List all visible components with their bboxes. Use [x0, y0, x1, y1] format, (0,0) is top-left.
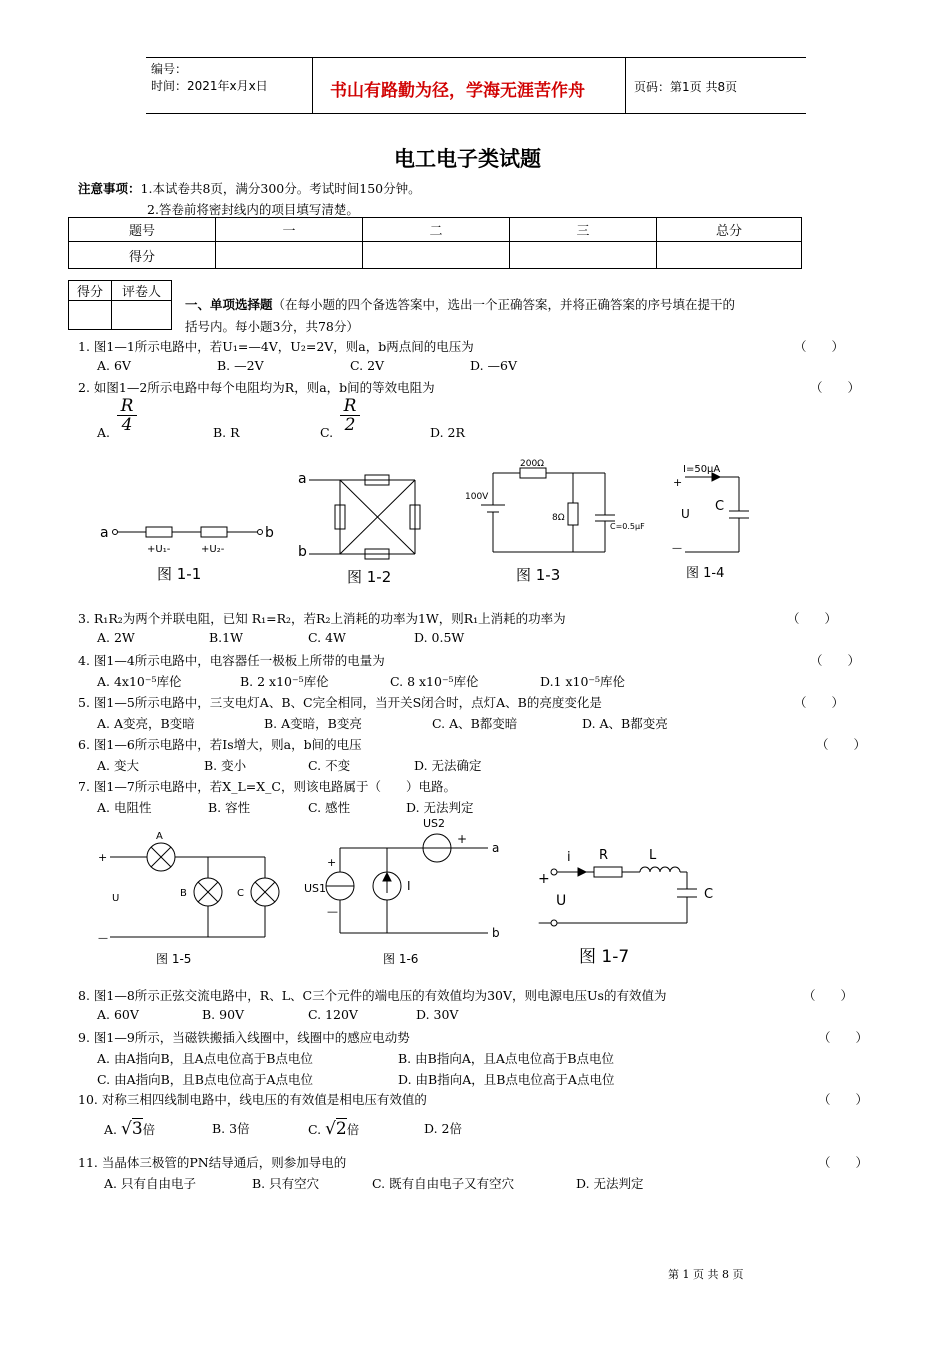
option-c[interactable]: C. 感性 [308, 800, 351, 815]
question-10: 10. 对称三相四线制电路中，线电压的有效值是相电压有效值的 [78, 1092, 427, 1107]
fig17-label-minus: — [538, 915, 552, 931]
serial-label: 编号： [151, 62, 188, 76]
fig16-caption: 图 1-6 [383, 952, 419, 966]
grader-name-label: 评卷人 [112, 281, 172, 301]
score-input-cell[interactable] [657, 242, 802, 269]
notes-label: 注意事项： [78, 181, 141, 196]
option-c[interactable]: C. 由A指向B，且B点电位高于A点电位 [97, 1072, 313, 1087]
fig14-label-c: C [715, 499, 725, 514]
option-a-unit: 倍 [142, 1122, 156, 1137]
option-b[interactable]: B. 90V [202, 1007, 245, 1022]
fraction-r-over-4 [117, 397, 137, 434]
option-d[interactable]: D. 0.5W [414, 630, 465, 645]
option-a[interactable]: A. 变大 [97, 758, 139, 773]
question-11: 11. 当晶体三极管的PN结导通后，则参加导电的 [78, 1155, 347, 1170]
fig14-label-minus: — [672, 543, 682, 554]
option-d[interactable]: D. 30V [416, 1007, 459, 1022]
answer-bracket[interactable]: （ ） [818, 1155, 869, 1170]
fig17-label-l: L [649, 848, 657, 863]
option-b[interactable]: B.1W [209, 630, 243, 645]
option-a[interactable]: A. 60V [97, 1007, 139, 1022]
fig15-label-b: B [180, 888, 187, 899]
question-1: 1. 图1—1所示电路中，若U₁=—4V，U₂=2V，则a，b两点间的电压为 [78, 339, 474, 354]
score-input-cell[interactable] [363, 242, 510, 269]
fig14-caption: 图 1-4 [686, 566, 725, 581]
grader-score-label: 得分 [69, 281, 112, 301]
option-a[interactable]: A. 电阻性 [97, 800, 152, 815]
fig14-label-i: I=50μA [683, 464, 721, 475]
score-input-cell[interactable] [510, 242, 657, 269]
option-b[interactable]: B. 2 x10⁻⁵库伦 [240, 674, 329, 689]
figures-row-2 [90, 815, 730, 973]
fig17-label-u: U [556, 893, 567, 909]
fig13-label-v: 100V [465, 492, 489, 502]
option-d[interactable]: D. 无法确定 [414, 758, 482, 773]
answer-bracket[interactable]: （ ） [816, 737, 867, 752]
fig15-caption: 图 1-5 [156, 952, 192, 966]
fig12-label-b: b [298, 544, 307, 560]
page-footer: 第 1 页 共 8 页 [668, 1268, 744, 1281]
header-top-rule [146, 57, 806, 58]
figure-1-7-circuit [551, 867, 697, 926]
section1-desc: （在每小题的四个备选答案中，选出一个正确答案，并将正确答案的序号填在提干的 [272, 297, 736, 312]
option-a[interactable]: A. [97, 425, 111, 440]
option-c[interactable]: C. A、B都变暗 [432, 716, 518, 731]
fig14-label-plus: + [673, 476, 683, 489]
question-4: 4. 图1—4所示电路中，电容器任一极板上所带的电量为 [78, 653, 385, 668]
fig15-label-u: U [112, 893, 120, 904]
option-a[interactable]: A. 6V [97, 358, 131, 373]
fig11-label-u1: +U₁- [147, 544, 171, 555]
figures-row-1 [95, 455, 795, 590]
option-c[interactable]: C. [320, 425, 334, 440]
notes-line-2: 2.答卷前将密封线内的项目填写清楚。 [147, 202, 359, 217]
score-row-label: 得分 [69, 242, 216, 269]
answer-bracket[interactable]: （ ） [818, 1030, 869, 1045]
score-table [68, 217, 802, 269]
fig11-label-u2: +U₂- [201, 544, 225, 555]
answer-bracket[interactable]: （ ） [810, 653, 861, 668]
fig16-label-i: I [407, 879, 411, 893]
fig13-label-r2: 8Ω [552, 513, 565, 523]
score-header-cell: 三 [510, 218, 657, 242]
option-d[interactable]: D. 无法判定 [576, 1176, 644, 1191]
notes-line-1: 1.本试卷共8页，满分300分。考试时间150分钟。 [140, 181, 421, 196]
fig15-label-a: A [156, 831, 163, 842]
option-a[interactable]: A. 由A指向B，且A点电位高于B点电位 [97, 1051, 313, 1066]
option-c[interactable]: C. 2V [350, 358, 385, 373]
option-c[interactable]: C. 120V [308, 1007, 358, 1022]
fig17-label-c: C [704, 887, 714, 902]
option-c-letter: C. [308, 1122, 322, 1137]
sqrt-radicand: 3 [131, 1119, 143, 1139]
option-d[interactable]: D. 无法判定 [406, 800, 474, 815]
answer-bracket[interactable]: （ ） [794, 695, 845, 710]
page-title: 电工电子类试题 [394, 147, 541, 171]
fig16-label-plus-left: + [327, 856, 337, 869]
option-d[interactable]: D. 2倍 [424, 1121, 462, 1136]
fig17-caption: 图 1-7 [579, 947, 630, 967]
option-d[interactable]: D. 由B指向A，且B点电位高于A点电位 [398, 1072, 615, 1087]
figure-1-1-circuit [113, 527, 263, 537]
score-header-cell: 题号 [69, 218, 216, 242]
option-d[interactable]: D. A、B都变亮 [582, 716, 668, 731]
grader-score-cell[interactable] [69, 301, 112, 330]
score-header-cell: 二 [363, 218, 510, 242]
option-b[interactable]: B. 3倍 [212, 1121, 250, 1136]
fraction-numerator: R [117, 397, 137, 416]
fraction-numerator: R [340, 397, 360, 416]
option-d[interactable]: D. 2R [430, 425, 465, 440]
figure-1-5-circuit [110, 843, 279, 937]
sqrt-radicand: 2 [335, 1119, 347, 1139]
option-d[interactable]: D. —6V [470, 358, 518, 373]
question-7: 7. 图1—7所示电路中，若X_L=X_C，则该电路属于（ ）电路。 [78, 779, 456, 794]
figure-1-2-circuit [309, 475, 420, 559]
fig11-label-b: b [265, 525, 274, 541]
fig16-label-a: a [492, 841, 500, 855]
option-c-unit: 倍 [346, 1122, 360, 1137]
grader-box [68, 280, 172, 330]
section1-desc-2: 括号内。每小题3分，共78分） [185, 319, 359, 334]
fraction-denominator: 4 [121, 415, 133, 435]
answer-bracket[interactable]: （ ） [794, 339, 845, 354]
fraction-denominator: 2 [344, 415, 356, 435]
fig12-caption: 图 1-2 [347, 568, 392, 586]
score-header-cell: 一 [216, 218, 363, 242]
option-b[interactable]: B. A变暗，B变亮 [264, 716, 362, 731]
question-9: 9. 图1—9所示，当磁铁搬插入线圈中，线圈中的感应电动势 [78, 1030, 410, 1045]
fig16-label-b: b [492, 926, 500, 940]
fig11-caption: 图 1-1 [157, 565, 202, 583]
fig13-label-r1: 200Ω [520, 459, 545, 469]
option-a[interactable] [104, 1119, 155, 1139]
page-label: 页码：第1页 共8页 [634, 80, 738, 94]
question-6: 6. 图1—6所示电路中，若Is增大，则a，b间的电压 [78, 737, 362, 752]
header-bottom-rule [146, 113, 806, 114]
option-c[interactable]: C. 不变 [308, 758, 351, 773]
option-c[interactable] [308, 1119, 359, 1139]
notes [78, 179, 421, 197]
fig15-label-minus: — [98, 933, 108, 944]
fig17-label-r: R [599, 848, 609, 863]
option-b[interactable]: B. 由B指向A，且A点电位高于B点电位 [398, 1051, 615, 1066]
fig13-caption: 图 1-3 [516, 566, 561, 584]
fig15-label-plus: + [98, 851, 108, 864]
sqrt-icon: √ [121, 1119, 132, 1139]
fig16-label-us2: US2 [423, 817, 446, 830]
time-label: 时间：2021年x月x日 [151, 79, 268, 93]
sqrt-icon: √ [325, 1119, 336, 1139]
question-8: 8. 图1—8所示正弦交流电路中，R、L、C三个元件的端电压的有效值均为30V，则电源电压Us的有效值为 [78, 988, 667, 1003]
option-a-letter: A. [104, 1122, 118, 1137]
question-5: 5. 图1—5所示电路中，三支电灯A、B、C完全相同，当开关S闭合时，点灯A、B的亮度变化是 [78, 695, 602, 710]
section1-heading [185, 295, 735, 313]
grader-name-cell[interactable] [112, 301, 172, 330]
fig15-label-c: C [237, 888, 244, 899]
fig14-label-u: U [681, 507, 690, 521]
option-d[interactable]: D.1 x10⁻⁵库伦 [540, 674, 626, 689]
option-b[interactable]: B. 容性 [208, 800, 251, 815]
fig12-label-a: a [298, 471, 307, 487]
fig13-label-c: C=0.5μF [610, 522, 645, 531]
fig16-label-us1: US1 [304, 882, 327, 895]
option-a[interactable]: A. 4x10⁻⁵库伦 [97, 674, 182, 689]
header-divider [625, 57, 626, 113]
option-c[interactable]: C. 8 x10⁻⁵库伦 [390, 674, 479, 689]
section1-title: 一、单项选择题 [185, 297, 273, 312]
fig17-label-plus: + [538, 871, 550, 887]
option-b[interactable]: B. —2V [217, 358, 264, 373]
answer-bracket[interactable]: （ ） [803, 988, 854, 1003]
option-b[interactable]: B. 只有空穴 [252, 1176, 320, 1191]
fig17-label-i: i [567, 850, 571, 865]
score-header-cell: 总分 [657, 218, 802, 242]
motto: 书山有路勤为径，学海无涯苦作舟 [330, 81, 585, 101]
option-a[interactable]: A. A变亮，B变暗 [97, 716, 195, 731]
figure-1-3-circuit [481, 468, 615, 552]
option-b[interactable]: B. 变小 [204, 758, 247, 773]
option-a[interactable]: A. 2W [97, 630, 135, 645]
fig16-label-minus-left: — [327, 905, 338, 918]
question-3: 3. R₁R₂为两个并联电阻，已知 R₁=R₂，若R₂上消耗的功率为1W，则R₁上消耗的功率为 [78, 611, 566, 626]
score-input-cell[interactable] [216, 242, 363, 269]
fig16-label-plus: + [457, 832, 468, 846]
answer-bracket[interactable]: （ ） [787, 611, 838, 626]
answer-bracket[interactable]: （ ） [810, 380, 861, 395]
option-b[interactable]: B. R [213, 425, 240, 440]
question-2: 2. 如图1—2所示电路中每个电阻均为R，则a，b间的等效电阻为 [78, 380, 435, 395]
answer-bracket[interactable]: （ ） [818, 1092, 869, 1107]
fig11-label-a: a [100, 525, 109, 541]
fraction-r-over-2 [340, 397, 360, 434]
option-c[interactable]: C. 4W [308, 630, 346, 645]
header-divider [312, 57, 313, 113]
option-a[interactable]: A. 只有自由电子 [104, 1176, 196, 1191]
option-c[interactable]: C. 既有自由电子又有空穴 [372, 1176, 515, 1191]
